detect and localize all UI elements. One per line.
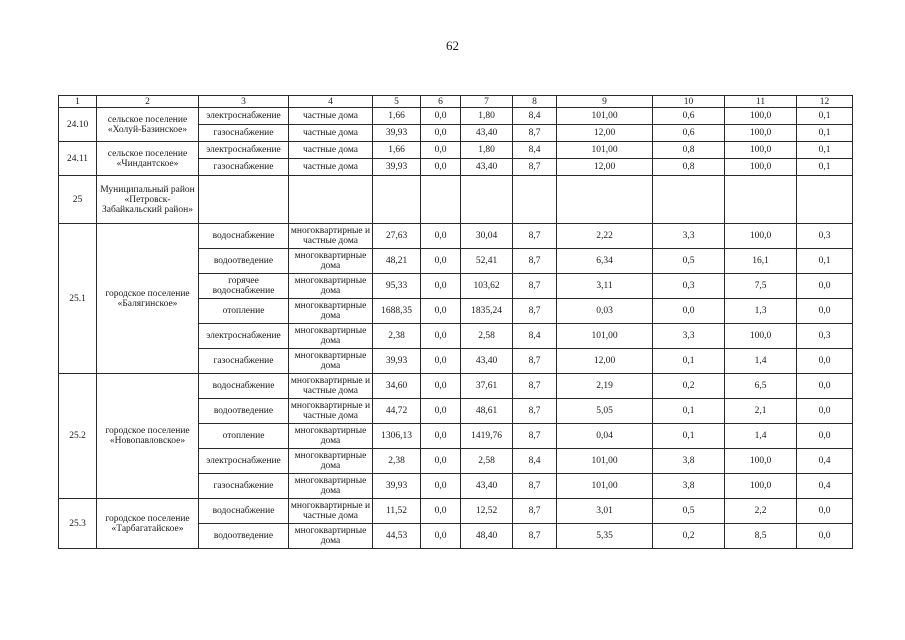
empty-cell — [557, 176, 653, 224]
value-cell: 39,93 — [373, 125, 421, 142]
page-number: 62 — [446, 38, 459, 53]
housing-type-cell: частные дома — [289, 159, 373, 176]
empty-cell — [725, 176, 797, 224]
housing-type-cell: частные дома — [289, 108, 373, 125]
value-cell: 0,04 — [557, 424, 653, 449]
value-cell: 0,5 — [653, 499, 725, 524]
value-cell: 0,0 — [421, 108, 461, 125]
value-cell: 37,61 — [461, 374, 513, 399]
value-cell: 0,0 — [421, 274, 461, 299]
value-cell: 0,0 — [653, 299, 725, 324]
value-cell: 2,2 — [725, 499, 797, 524]
table-row — [59, 142, 853, 159]
row-number: 25.1 — [59, 224, 97, 374]
service-cell: горячее водоснабжение — [199, 274, 289, 299]
value-cell: 100,0 — [725, 108, 797, 125]
value-cell: 3,01 — [557, 499, 653, 524]
value-cell: 101,00 — [557, 324, 653, 349]
value-cell: 0,0 — [421, 474, 461, 499]
empty-cell — [289, 176, 373, 224]
service-cell: водоснабжение — [199, 499, 289, 524]
value-cell: 27,63 — [373, 224, 421, 249]
value-cell: 43,40 — [461, 159, 513, 176]
housing-type-cell: многоквартирные и частные дома — [289, 374, 373, 399]
value-cell: 1,4 — [725, 349, 797, 374]
value-cell: 0,0 — [421, 399, 461, 424]
value-cell: 8,7 — [513, 474, 557, 499]
empty-cell — [199, 176, 289, 224]
value-cell: 0,3 — [797, 324, 853, 349]
row-number: 25.3 — [59, 499, 97, 549]
header-cell: 3 — [199, 96, 289, 108]
value-cell: 0,2 — [653, 524, 725, 549]
value-cell: 0,0 — [421, 424, 461, 449]
value-cell: 3,3 — [653, 324, 725, 349]
value-cell: 52,41 — [461, 249, 513, 274]
value-cell: 0,8 — [653, 159, 725, 176]
table-row — [59, 499, 853, 524]
housing-type-cell: частные дома — [289, 142, 373, 159]
value-cell: 0,0 — [797, 524, 853, 549]
value-cell: 8,7 — [513, 249, 557, 274]
value-cell: 101,00 — [557, 449, 653, 474]
value-cell: 1,3 — [725, 299, 797, 324]
value-cell: 2,58 — [461, 449, 513, 474]
value-cell: 0,6 — [653, 125, 725, 142]
housing-type-cell: многоквартирные и частные дома — [289, 224, 373, 249]
service-cell: газоснабжение — [199, 474, 289, 499]
service-cell: электроснабжение — [199, 142, 289, 159]
value-cell: 6,5 — [725, 374, 797, 399]
value-cell: 0,0 — [421, 324, 461, 349]
value-cell: 3,8 — [653, 474, 725, 499]
header-cell: 9 — [557, 96, 653, 108]
service-cell: водоснабжение — [199, 374, 289, 399]
value-cell: 0,0 — [421, 224, 461, 249]
value-cell: 0,0 — [421, 374, 461, 399]
value-cell: 0,6 — [653, 108, 725, 125]
value-cell: 11,52 — [373, 499, 421, 524]
value-cell: 39,93 — [373, 474, 421, 499]
value-cell: 8,4 — [513, 449, 557, 474]
value-cell: 101,00 — [557, 474, 653, 499]
value-cell: 3,11 — [557, 274, 653, 299]
housing-type-cell: многоквартирные дома — [289, 474, 373, 499]
settlement-name: сельское поселение «Чиндантское» — [97, 142, 199, 176]
housing-type-cell: многоквартирные дома — [289, 299, 373, 324]
tariff-table — [58, 95, 853, 549]
value-cell: 0,1 — [797, 108, 853, 125]
value-cell: 30,04 — [461, 224, 513, 249]
value-cell: 0,0 — [797, 349, 853, 374]
value-cell: 0,1 — [653, 399, 725, 424]
value-cell: 12,00 — [557, 349, 653, 374]
value-cell: 8,7 — [513, 424, 557, 449]
row-number: 25 — [59, 176, 97, 224]
value-cell: 0,0 — [421, 142, 461, 159]
service-cell: отопление — [199, 424, 289, 449]
value-cell: 0,5 — [653, 249, 725, 274]
value-cell: 0,0 — [421, 349, 461, 374]
value-cell: 100,0 — [725, 125, 797, 142]
service-cell: электроснабжение — [199, 449, 289, 474]
value-cell: 1,66 — [373, 142, 421, 159]
value-cell: 12,52 — [461, 499, 513, 524]
housing-type-cell: частные дома — [289, 125, 373, 142]
value-cell: 8,7 — [513, 274, 557, 299]
value-cell: 8,7 — [513, 125, 557, 142]
header-cell: 4 — [289, 96, 373, 108]
value-cell: 100,0 — [725, 224, 797, 249]
value-cell: 0,0 — [797, 499, 853, 524]
value-cell: 0,1 — [797, 142, 853, 159]
value-cell: 101,00 — [557, 142, 653, 159]
value-cell: 1,80 — [461, 108, 513, 125]
value-cell: 43,40 — [461, 125, 513, 142]
value-cell: 1419,76 — [461, 424, 513, 449]
value-cell: 43,40 — [461, 474, 513, 499]
value-cell: 1306,13 — [373, 424, 421, 449]
value-cell: 100,0 — [725, 142, 797, 159]
service-cell: водоотведение — [199, 249, 289, 274]
header-cell: 2 — [97, 96, 199, 108]
value-cell: 0,0 — [797, 424, 853, 449]
housing-type-cell: многоквартирные дома — [289, 324, 373, 349]
value-cell: 8,7 — [513, 499, 557, 524]
service-cell: электроснабжение — [199, 108, 289, 125]
value-cell: 95,33 — [373, 274, 421, 299]
value-cell: 3,3 — [653, 224, 725, 249]
value-cell: 8,7 — [513, 224, 557, 249]
service-cell: водоснабжение — [199, 224, 289, 249]
value-cell: 0,0 — [421, 125, 461, 142]
value-cell: 2,38 — [373, 449, 421, 474]
value-cell: 0,0 — [797, 299, 853, 324]
value-cell: 0,2 — [653, 374, 725, 399]
table-row — [59, 374, 853, 399]
value-cell: 0,1 — [653, 424, 725, 449]
empty-cell — [513, 176, 557, 224]
value-cell: 0,0 — [421, 159, 461, 176]
value-cell: 48,40 — [461, 524, 513, 549]
value-cell: 1835,24 — [461, 299, 513, 324]
header-cell: 5 — [373, 96, 421, 108]
value-cell: 8,4 — [513, 324, 557, 349]
value-cell: 0,03 — [557, 299, 653, 324]
value-cell: 100,0 — [725, 474, 797, 499]
row-number: 24.11 — [59, 142, 97, 176]
service-cell: отопление — [199, 299, 289, 324]
value-cell: 0,0 — [421, 249, 461, 274]
value-cell: 48,61 — [461, 399, 513, 424]
empty-cell — [653, 176, 725, 224]
header-cell: 6 — [421, 96, 461, 108]
value-cell: 0,8 — [653, 142, 725, 159]
value-cell: 7,5 — [725, 274, 797, 299]
value-cell: 8,7 — [513, 349, 557, 374]
empty-cell — [373, 176, 421, 224]
empty-cell — [421, 176, 461, 224]
value-cell: 16,1 — [725, 249, 797, 274]
housing-type-cell: многоквартирные и частные дома — [289, 499, 373, 524]
value-cell: 2,58 — [461, 324, 513, 349]
value-cell: 100,0 — [725, 159, 797, 176]
value-cell: 0,3 — [797, 224, 853, 249]
value-cell: 12,00 — [557, 125, 653, 142]
settlement-name: городское поселение «Тарбагатайское» — [97, 499, 199, 549]
district-name: Муниципальный район «Петровск-Забайкальский район» — [97, 176, 199, 224]
value-cell: 1,4 — [725, 424, 797, 449]
row-number: 25.2 — [59, 374, 97, 499]
value-cell: 39,93 — [373, 159, 421, 176]
housing-type-cell: многоквартирные дома — [289, 274, 373, 299]
value-cell: 34,60 — [373, 374, 421, 399]
service-cell: газоснабжение — [199, 159, 289, 176]
value-cell: 12,00 — [557, 159, 653, 176]
value-cell: 0,0 — [421, 299, 461, 324]
value-cell: 1,66 — [373, 108, 421, 125]
service-cell: водоотведение — [199, 524, 289, 549]
value-cell: 8,4 — [513, 142, 557, 159]
header-cell: 7 — [461, 96, 513, 108]
table-row — [59, 224, 853, 249]
header-cell: 1 — [59, 96, 97, 108]
value-cell: 8,5 — [725, 524, 797, 549]
header-cell: 11 — [725, 96, 797, 108]
value-cell: 0,0 — [797, 274, 853, 299]
value-cell: 8,7 — [513, 524, 557, 549]
value-cell: 0,1 — [797, 125, 853, 142]
empty-cell — [797, 176, 853, 224]
housing-type-cell: многоквартирные и частные дома — [289, 399, 373, 424]
value-cell: 3,8 — [653, 449, 725, 474]
empty-cell — [461, 176, 513, 224]
header-cell: 8 — [513, 96, 557, 108]
service-cell: газоснабжение — [199, 349, 289, 374]
value-cell: 8,4 — [513, 108, 557, 125]
value-cell: 1688,35 — [373, 299, 421, 324]
value-cell: 2,1 — [725, 399, 797, 424]
settlement-name: городское поселение «Новопавловское» — [97, 374, 199, 499]
value-cell: 8,7 — [513, 399, 557, 424]
table-row — [59, 108, 853, 125]
value-cell: 103,62 — [461, 274, 513, 299]
value-cell: 44,72 — [373, 399, 421, 424]
value-cell: 100,0 — [725, 324, 797, 349]
value-cell: 0,3 — [653, 274, 725, 299]
value-cell: 5,05 — [557, 399, 653, 424]
settlement-name: сельское поселение «Холуй-Базинское» — [97, 108, 199, 142]
value-cell: 0,0 — [421, 449, 461, 474]
value-cell: 0,0 — [797, 374, 853, 399]
value-cell: 8,7 — [513, 299, 557, 324]
value-cell: 0,4 — [797, 474, 853, 499]
settlement-name: городское поселение «Балягинское» — [97, 224, 199, 374]
value-cell: 0,0 — [797, 399, 853, 424]
value-cell: 0,1 — [797, 159, 853, 176]
value-cell: 48,21 — [373, 249, 421, 274]
value-cell: 100,0 — [725, 449, 797, 474]
value-cell: 0,0 — [421, 524, 461, 549]
value-cell: 6,34 — [557, 249, 653, 274]
value-cell: 101,00 — [557, 108, 653, 125]
value-cell: 0,4 — [797, 449, 853, 474]
service-cell: электроснабжение — [199, 324, 289, 349]
value-cell: 1,80 — [461, 142, 513, 159]
housing-type-cell: многоквартирные дома — [289, 249, 373, 274]
service-cell: водоотведение — [199, 399, 289, 424]
header-cell: 12 — [797, 96, 853, 108]
value-cell: 8,7 — [513, 159, 557, 176]
value-cell: 2,22 — [557, 224, 653, 249]
housing-type-cell: многоквартирные дома — [289, 524, 373, 549]
value-cell: 39,93 — [373, 349, 421, 374]
district-row — [59, 176, 853, 224]
value-cell: 2,38 — [373, 324, 421, 349]
value-cell: 0,0 — [421, 499, 461, 524]
service-cell: газоснабжение — [199, 125, 289, 142]
value-cell: 8,7 — [513, 374, 557, 399]
header-row — [59, 96, 853, 108]
row-number: 24.10 — [59, 108, 97, 142]
value-cell: 43,40 — [461, 349, 513, 374]
value-cell: 44,53 — [373, 524, 421, 549]
value-cell: 0,1 — [797, 249, 853, 274]
housing-type-cell: многоквартирные дома — [289, 349, 373, 374]
header-cell: 10 — [653, 96, 725, 108]
housing-type-cell: многоквартирные дома — [289, 424, 373, 449]
value-cell: 0,1 — [653, 349, 725, 374]
value-cell: 2,19 — [557, 374, 653, 399]
housing-type-cell: многоквартирные дома — [289, 449, 373, 474]
value-cell: 5,35 — [557, 524, 653, 549]
